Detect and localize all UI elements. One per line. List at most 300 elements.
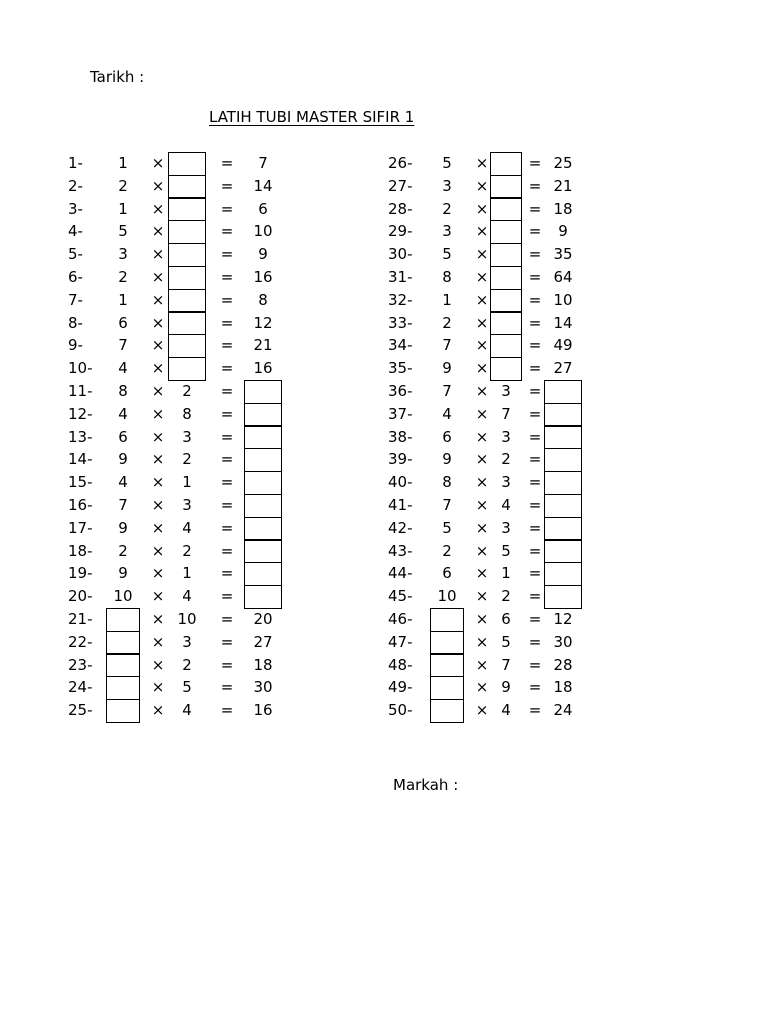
times-sign: × — [475, 268, 489, 286]
times-sign: × — [475, 359, 489, 378]
question-row — [68, 243, 368, 266]
answer-box[interactable] — [244, 585, 282, 609]
product: 27 — [253, 632, 273, 651]
times-sign: × — [151, 268, 165, 286]
equals-sign: = — [528, 655, 542, 674]
equals-sign: = — [220, 655, 234, 674]
product: 24 — [553, 701, 573, 720]
times-sign: × — [151, 587, 165, 606]
times-sign: × — [151, 359, 165, 378]
product: 18 — [253, 655, 273, 674]
question-number: 4- — [68, 222, 83, 241]
answer-box[interactable] — [490, 220, 522, 244]
times-sign: × — [151, 632, 165, 651]
question-row — [388, 175, 688, 198]
question-row — [68, 699, 368, 722]
equals-sign: = — [528, 427, 542, 446]
factor-a: 1 — [442, 290, 452, 309]
factor-a: 8 — [118, 382, 128, 400]
question-row — [388, 198, 688, 221]
answer-box[interactable] — [106, 676, 140, 700]
product: 14 — [253, 176, 273, 195]
question-number: 32- — [388, 290, 413, 309]
answer-box[interactable] — [544, 585, 582, 609]
answer-box[interactable] — [490, 175, 522, 199]
factor-b: 2 — [182, 541, 192, 560]
equals-sign: = — [528, 678, 542, 697]
times-sign: × — [151, 382, 165, 400]
question-row — [68, 517, 368, 540]
product: 25 — [553, 154, 573, 172]
factor-b: 3 — [182, 427, 192, 446]
question-row — [388, 471, 688, 494]
answer-box[interactable] — [244, 426, 282, 450]
times-sign: × — [151, 473, 165, 492]
question-number: 31- — [388, 268, 413, 286]
question-number: 47- — [388, 632, 413, 651]
question-number: 40- — [388, 473, 413, 492]
factor-b: 3 — [501, 518, 511, 537]
factor-a: 2 — [118, 176, 128, 195]
factor-b: 1 — [182, 564, 192, 583]
answer-box[interactable] — [168, 175, 206, 199]
factor-a: 9 — [118, 518, 128, 537]
factor-a: 9 — [118, 564, 128, 583]
product: 12 — [253, 313, 273, 332]
equals-sign: = — [220, 701, 234, 720]
question-row — [68, 312, 368, 335]
equals-sign: = — [220, 678, 234, 697]
times-sign: × — [475, 290, 489, 309]
factor-a: 1 — [118, 154, 128, 172]
question-number: 6- — [68, 268, 83, 286]
question-number: 17- — [68, 518, 93, 537]
factor-b: 4 — [182, 587, 192, 606]
factor-a: 7 — [442, 382, 452, 400]
equals-sign: = — [528, 245, 542, 264]
question-number: 28- — [388, 199, 413, 218]
question-number: 46- — [388, 610, 413, 628]
product: 49 — [553, 336, 573, 355]
question-number: 3- — [68, 199, 83, 218]
factor-b: 4 — [501, 701, 511, 720]
answer-box[interactable] — [544, 448, 582, 472]
product: 18 — [553, 199, 573, 218]
question-row — [388, 654, 688, 677]
question-row — [68, 426, 368, 449]
equals-sign: = — [220, 245, 234, 264]
times-sign: × — [475, 473, 489, 492]
equals-sign: = — [220, 632, 234, 651]
answer-box[interactable] — [106, 654, 140, 678]
answer-box[interactable] — [544, 471, 582, 495]
question-number: 22- — [68, 632, 93, 651]
product: 14 — [553, 313, 573, 332]
factor-b: 2 — [182, 655, 192, 674]
question-row — [388, 403, 688, 426]
answer-box[interactable] — [544, 494, 582, 518]
product: 12 — [553, 610, 573, 628]
factor-a: 2 — [118, 541, 128, 560]
equals-sign: = — [220, 199, 234, 218]
times-sign: × — [151, 564, 165, 583]
factor-a: 2 — [442, 541, 452, 560]
question-row — [388, 494, 688, 517]
question-row — [68, 334, 368, 357]
question-row — [68, 380, 368, 403]
question-number: 38- — [388, 427, 413, 446]
factor-b: 3 — [501, 427, 511, 446]
equals-sign: = — [528, 473, 542, 492]
factor-a: 4 — [442, 404, 452, 423]
product: 21 — [253, 336, 273, 355]
question-number: 5- — [68, 245, 83, 264]
product: 20 — [253, 610, 273, 628]
question-row — [388, 631, 688, 654]
equals-sign: = — [220, 336, 234, 355]
factor-a: 3 — [118, 245, 128, 264]
question-row — [68, 471, 368, 494]
answer-box[interactable] — [106, 699, 140, 723]
answer-box[interactable] — [244, 494, 282, 518]
question-number: 43- — [388, 541, 413, 560]
question-number: 27- — [388, 176, 413, 195]
question-row — [388, 585, 688, 608]
times-sign: × — [151, 541, 165, 560]
product: 9 — [558, 222, 568, 241]
equals-sign: = — [220, 404, 234, 423]
times-sign: × — [151, 199, 165, 218]
equals-sign: = — [220, 473, 234, 492]
times-sign: × — [475, 632, 489, 651]
equals-sign: = — [528, 541, 542, 560]
question-row — [68, 357, 368, 380]
equals-sign: = — [220, 382, 234, 400]
question-number: 16- — [68, 496, 93, 514]
times-sign: × — [151, 655, 165, 674]
factor-b: 3 — [182, 632, 192, 651]
question-row — [68, 289, 368, 312]
question-row — [68, 175, 368, 198]
equals-sign: = — [528, 382, 542, 400]
answer-box[interactable] — [544, 380, 582, 404]
answer-box[interactable] — [490, 266, 522, 290]
times-sign: × — [151, 336, 165, 355]
answer-box[interactable] — [490, 198, 522, 222]
question-number: 30- — [388, 245, 413, 264]
factor-a: 7 — [118, 336, 128, 355]
product: 30 — [553, 632, 573, 651]
question-number: 10- — [68, 359, 93, 378]
factor-a: 10 — [113, 587, 133, 606]
equals-sign: = — [528, 496, 542, 514]
factor-b: 3 — [501, 473, 511, 492]
question-row — [388, 699, 688, 722]
question-number: 36- — [388, 382, 413, 400]
answer-box[interactable] — [490, 243, 522, 267]
question-row — [68, 585, 368, 608]
question-number: 41- — [388, 496, 413, 514]
times-sign: × — [151, 450, 165, 469]
product: 16 — [253, 359, 273, 378]
times-sign: × — [475, 382, 489, 400]
equals-sign: = — [220, 564, 234, 583]
answer-box[interactable] — [168, 152, 206, 176]
answer-box[interactable] — [244, 448, 282, 472]
product: 16 — [253, 701, 273, 720]
factor-a: 8 — [442, 473, 452, 492]
question-number: 26- — [388, 154, 413, 172]
equals-sign: = — [528, 564, 542, 583]
factor-a: 2 — [442, 199, 452, 218]
answer-box[interactable] — [544, 562, 582, 586]
question-row — [68, 562, 368, 585]
question-row — [68, 654, 368, 677]
factor-b: 4 — [501, 496, 511, 514]
product: 10 — [553, 290, 573, 309]
answer-box[interactable] — [244, 403, 282, 427]
question-row — [388, 266, 688, 289]
factor-b: 10 — [177, 610, 197, 628]
question-number: 49- — [388, 678, 413, 697]
times-sign: × — [475, 496, 489, 514]
times-sign: × — [475, 564, 489, 583]
factor-a: 3 — [442, 222, 452, 241]
factor-a: 4 — [118, 359, 128, 378]
times-sign: × — [151, 610, 165, 628]
question-row — [388, 357, 688, 380]
question-row — [68, 448, 368, 471]
times-sign: × — [475, 404, 489, 423]
equals-sign: = — [528, 518, 542, 537]
product: 16 — [253, 268, 273, 286]
question-number: 48- — [388, 655, 413, 674]
times-sign: × — [475, 450, 489, 469]
times-sign: × — [475, 701, 489, 720]
question-row — [388, 380, 688, 403]
equals-sign: = — [220, 154, 234, 172]
question-row — [388, 608, 688, 631]
factor-b: 5 — [501, 541, 511, 560]
times-sign: × — [151, 154, 165, 172]
question-row — [388, 312, 688, 335]
question-row — [68, 220, 368, 243]
question-number: 50- — [388, 701, 413, 720]
answer-box[interactable] — [168, 243, 206, 267]
equals-sign: = — [528, 268, 542, 286]
times-sign: × — [475, 587, 489, 606]
factor-b: 5 — [501, 632, 511, 651]
factor-b: 3 — [182, 496, 192, 514]
factor-a: 6 — [442, 564, 452, 583]
factor-a: 6 — [118, 313, 128, 332]
equals-sign: = — [220, 290, 234, 309]
question-row — [388, 540, 688, 563]
answer-box[interactable] — [168, 266, 206, 290]
times-sign: × — [151, 245, 165, 264]
factor-b: 7 — [501, 404, 511, 423]
answer-box[interactable] — [544, 426, 582, 450]
factor-a: 2 — [118, 268, 128, 286]
question-number: 29- — [388, 222, 413, 241]
product: 21 — [553, 176, 573, 195]
factor-a: 4 — [118, 404, 128, 423]
equals-sign: = — [528, 313, 542, 332]
answer-box[interactable] — [544, 540, 582, 564]
equals-sign: = — [220, 587, 234, 606]
answer-box[interactable] — [544, 517, 582, 541]
question-number: 37- — [388, 404, 413, 423]
question-number: 8- — [68, 313, 83, 332]
question-number: 34- — [388, 336, 413, 355]
equals-sign: = — [220, 268, 234, 286]
product: 35 — [553, 245, 573, 264]
answer-box[interactable] — [244, 380, 282, 404]
answer-box[interactable] — [168, 220, 206, 244]
question-row — [388, 334, 688, 357]
question-number: 42- — [388, 518, 413, 537]
question-row — [388, 448, 688, 471]
answer-box[interactable] — [430, 608, 464, 632]
question-number: 39- — [388, 450, 413, 469]
equals-sign: = — [220, 541, 234, 560]
equals-sign: = — [220, 450, 234, 469]
question-row — [388, 243, 688, 266]
product: 6 — [258, 199, 268, 218]
answer-box[interactable] — [490, 312, 522, 336]
equals-sign: = — [220, 610, 234, 628]
product: 27 — [553, 359, 573, 378]
answer-box[interactable] — [490, 357, 522, 381]
factor-b: 4 — [182, 518, 192, 537]
date-label: Tarikh : — [90, 68, 145, 86]
answer-box[interactable] — [490, 334, 522, 358]
times-sign: × — [151, 290, 165, 309]
question-number: 35- — [388, 359, 413, 378]
factor-a: 5 — [442, 518, 452, 537]
factor-b: 2 — [182, 382, 192, 400]
factor-b: 2 — [501, 587, 511, 606]
equals-sign: = — [528, 632, 542, 651]
question-number: 44- — [388, 564, 413, 583]
answer-box[interactable] — [106, 608, 140, 632]
product: 10 — [253, 222, 273, 241]
answer-box[interactable] — [244, 562, 282, 586]
factor-a: 9 — [118, 450, 128, 469]
answer-box[interactable] — [490, 152, 522, 176]
equals-sign: = — [220, 313, 234, 332]
times-sign: × — [151, 496, 165, 514]
question-number: 9- — [68, 336, 83, 355]
equals-sign: = — [528, 359, 542, 378]
answer-box[interactable] — [490, 289, 522, 313]
question-row — [388, 562, 688, 585]
times-sign: × — [475, 336, 489, 355]
factor-a: 5 — [118, 222, 128, 241]
worksheet-title: LATIH TUBI MASTER SIFIR 1 — [209, 108, 415, 126]
question-row — [68, 403, 368, 426]
answer-box[interactable] — [106, 631, 140, 655]
times-sign: × — [151, 678, 165, 697]
product: 18 — [553, 678, 573, 697]
answer-box[interactable] — [244, 517, 282, 541]
question-number: 15- — [68, 473, 93, 492]
answer-box[interactable] — [244, 471, 282, 495]
question-row — [388, 152, 688, 175]
answer-box[interactable] — [168, 334, 206, 358]
question-row — [68, 608, 368, 631]
factor-a: 7 — [118, 496, 128, 514]
product: 30 — [253, 678, 273, 697]
product: 9 — [258, 245, 268, 264]
factor-a: 6 — [442, 427, 452, 446]
times-sign: × — [151, 404, 165, 423]
score-label: Markah : — [393, 776, 459, 794]
answer-box[interactable] — [544, 403, 582, 427]
question-number: 33- — [388, 313, 413, 332]
factor-a: 6 — [118, 427, 128, 446]
answer-box[interactable] — [168, 289, 206, 313]
question-number: 11- — [68, 382, 93, 400]
factor-a: 10 — [437, 587, 457, 606]
factor-b: 3 — [501, 382, 511, 400]
question-number: 14- — [68, 450, 93, 469]
question-row — [388, 426, 688, 449]
equals-sign: = — [528, 222, 542, 241]
answer-box[interactable] — [168, 312, 206, 336]
factor-a: 9 — [442, 359, 452, 378]
factor-a: 9 — [442, 450, 452, 469]
answer-box[interactable] — [430, 654, 464, 678]
factor-b: 1 — [182, 473, 192, 492]
times-sign: × — [475, 154, 489, 172]
question-number: 2- — [68, 176, 83, 195]
times-sign: × — [475, 541, 489, 560]
equals-sign: = — [528, 587, 542, 606]
factor-b: 2 — [501, 450, 511, 469]
answer-box[interactable] — [430, 631, 464, 655]
times-sign: × — [151, 701, 165, 720]
question-row — [68, 540, 368, 563]
question-number: 21- — [68, 610, 93, 628]
question-row — [68, 198, 368, 221]
times-sign: × — [475, 610, 489, 628]
answer-box[interactable] — [430, 699, 464, 723]
times-sign: × — [151, 313, 165, 332]
product: 7 — [258, 154, 268, 172]
factor-a: 1 — [118, 199, 128, 218]
factor-b: 1 — [501, 564, 511, 583]
question-number: 19- — [68, 564, 93, 583]
question-number: 1- — [68, 154, 83, 172]
question-row — [388, 517, 688, 540]
product: 28 — [553, 655, 573, 674]
times-sign: × — [151, 518, 165, 537]
equals-sign: = — [528, 404, 542, 423]
factor-b: 4 — [182, 701, 192, 720]
answer-box[interactable] — [168, 198, 206, 222]
question-number: 13- — [68, 427, 93, 446]
factor-a: 5 — [442, 245, 452, 264]
product: 64 — [553, 268, 573, 286]
answer-box[interactable] — [430, 676, 464, 700]
equals-sign: = — [220, 518, 234, 537]
equals-sign: = — [220, 359, 234, 378]
times-sign: × — [475, 427, 489, 446]
answer-box[interactable] — [244, 540, 282, 564]
factor-a: 7 — [442, 496, 452, 514]
answer-box[interactable] — [168, 357, 206, 381]
